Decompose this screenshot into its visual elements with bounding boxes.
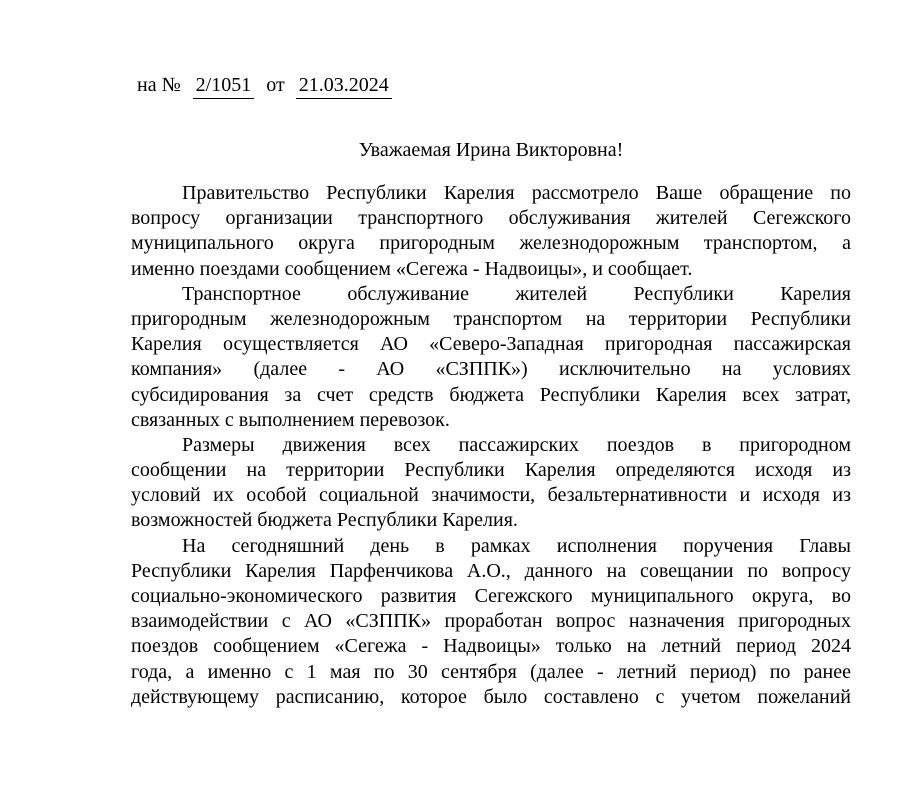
salutation: Уважаемая Ирина Викторовна! [358,139,624,161]
reference-date: 21.03.2024 [296,73,392,99]
paragraph-line: компания» (далее - АО «СЗППК») исключительно на условиях [131,358,851,381]
paragraph-line: возможностей бюджета Республики Карелия. [131,509,518,532]
paragraph [131,282,851,433]
reference-prefix-label: на № [137,74,181,96]
paragraph-line: взаимодействии с АО «СЗППК» проработан вопрос назначения пригородных [131,610,851,633]
paragraph-line: связанных с выполнением перевозок. [131,408,450,431]
paragraph-line: На сегодняшний день в рамках исполнения поручения Главы [182,534,851,557]
reference-line [137,73,851,99]
paragraph-line: Транспортное обслуживание жителей Республики Карелия [182,282,851,305]
paragraph-line: сообщении на территории Республики Карелия определяются исходя из [131,459,851,482]
letter-content [131,73,851,710]
paragraph-line: Карелия осуществляется АО «Северо-Западная пригородная пассажирская [131,333,851,356]
reference-number: 2/1051 [193,73,255,99]
reference-of-label: от [266,74,285,96]
paragraph-line: условий их особой социальной значимости, безальтернативности и исходя из [131,484,851,507]
paragraph-line: муниципального округа пригородным железнодорожным транспортом, а [131,232,851,255]
paragraph-line: действующему расписанию, которое было составлено с учетом пожеланий [131,685,851,708]
letter-body [131,181,851,710]
paragraph-line: Республики Карелия Парфенчикова А.О., данного на совещании по вопросу [131,559,851,582]
paragraph [131,433,851,534]
paragraph-line: именно поездами сообщением «Сегежа - Надвоицы», и сообщает. [131,257,693,280]
paragraph-line: вопросу организации транспортного обслуживания жителей Сегежского [131,207,851,230]
paragraph [131,534,851,710]
paragraph [131,181,851,282]
paragraph-line: Правительство Республики Карелия рассмотрело Ваше обращение по [182,182,851,204]
paragraph-line: пригородным железнодорожным транспортом на территории Республики [131,307,851,330]
paragraph-line: социально-экономического развития Сегежского муниципального округа, во [131,585,851,607]
paragraph-line: года, а именно с 1 мая по 30 сентября (далее - летний период) по ранее [131,660,851,683]
paragraph-line: поездов сообщением «Сегежа - Надвоицы» только на летний период 2024 [131,635,851,658]
paragraph-line: субсидирования за счет средств бюджета Республики Карелия всех затрат, [131,383,851,406]
paragraph-line: Размеры движения всех пассажирских поездов в пригородном [182,433,851,456]
